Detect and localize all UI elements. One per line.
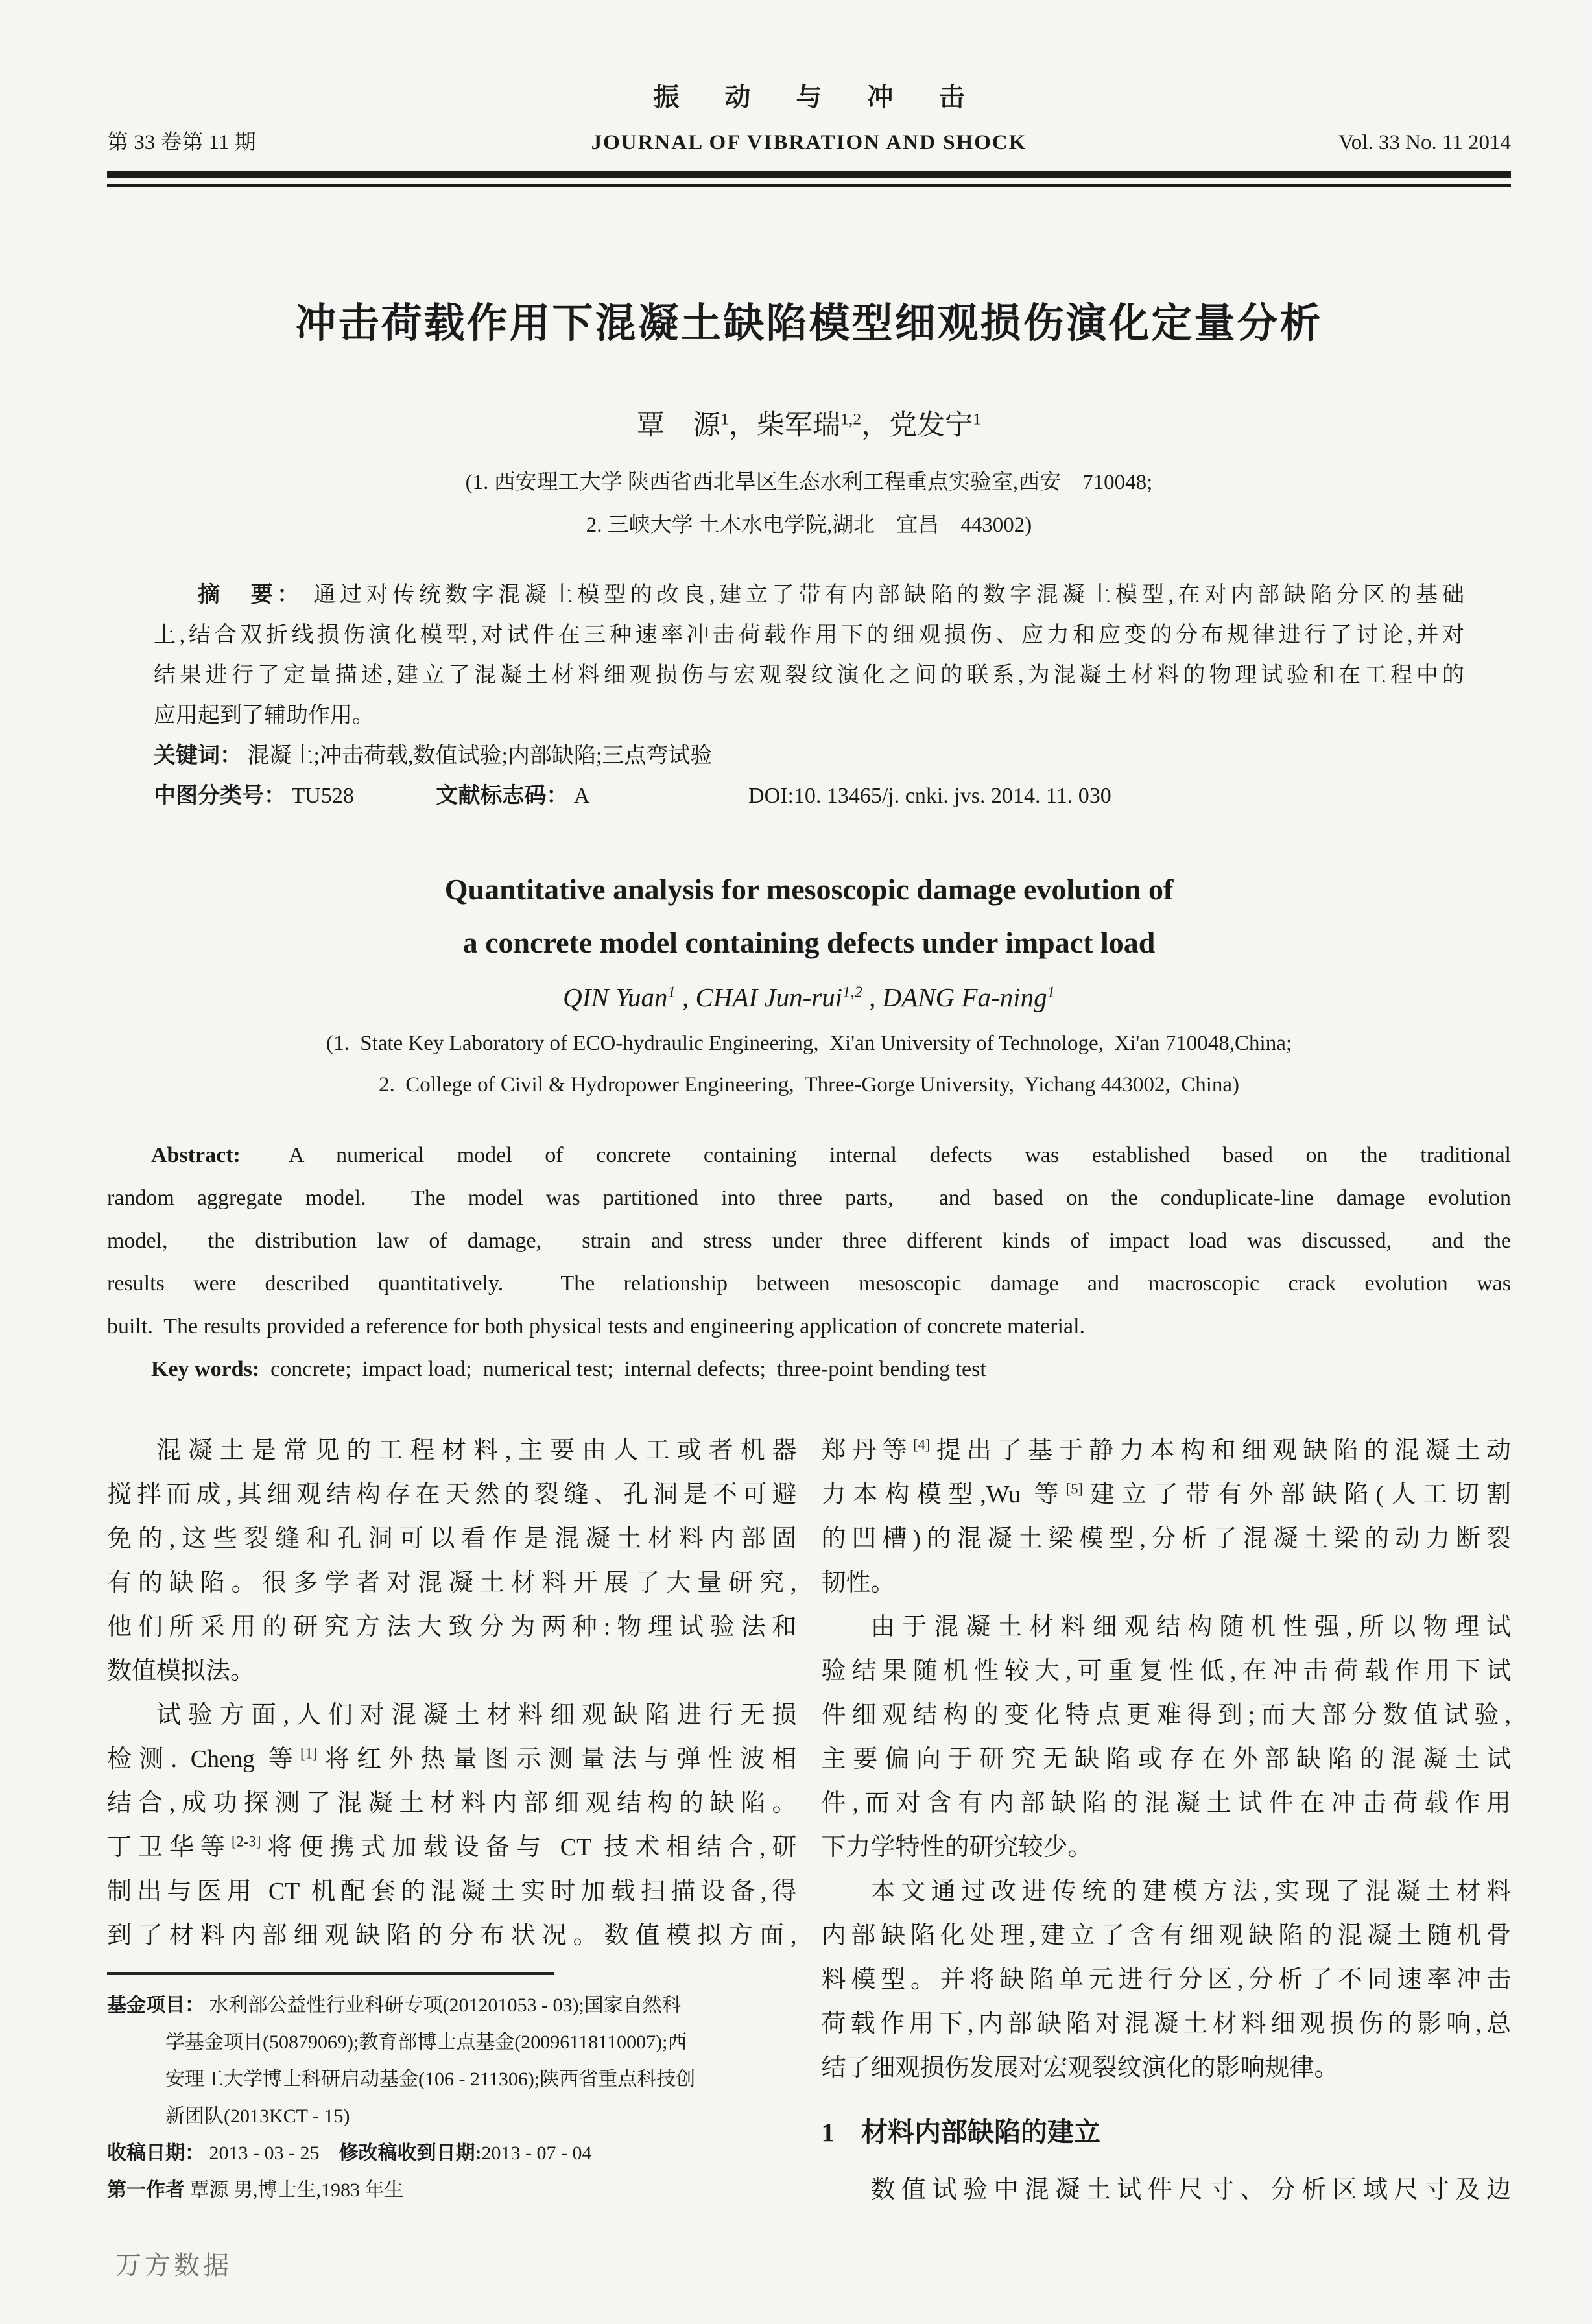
abstract-en-line: model, the distribution law of damage, strain and stress under three different kinds of impact load was discussed, and the xyxy=(107,1229,1511,1253)
authors-en: QIN Yuan$^1$ , CHAI Jun-rui$^{1,2}$ , DANG Fa-ning$^1$ xyxy=(563,982,1055,1012)
abstract-en-line: built. The results provided a reference for both physical tests and engineering application of concrete material. xyxy=(107,1314,1086,1338)
journal-title-cn: 振 动 与 冲 击 xyxy=(653,82,984,112)
body-text-line: 制出与医用 CT 机配套的混凝土实时加载扫描设备,得 xyxy=(107,1878,797,1905)
right-column xyxy=(822,1429,1512,2212)
footnote-line: 第一作者 覃源 男,博士生,1983 年生 xyxy=(107,2179,404,2201)
body-text-line: 数值模拟法。 xyxy=(107,1657,255,1685)
affiliations-en xyxy=(107,1023,1511,1106)
body-text-line: 1 材料内部缺陷的建立 xyxy=(821,2117,1100,2147)
abstract-cn-line: 上,结合双折线损伤演化模型,对试件在三种速率冲击荷载作用下的细观损伤、应力和应变的分布规律进行了讨论,并对 xyxy=(154,623,1464,647)
left-column xyxy=(107,1429,797,2212)
body-text-line: 结合,成功探测了混凝土材料内部细观结构的缺陷。 xyxy=(107,1790,797,1817)
body-text-line: 件细观结构的变化特点更难得到;而大部分数值试验, xyxy=(821,1702,1511,1729)
footnote xyxy=(107,1987,797,2209)
body-text-line: 有的缺陷。很多学者对混凝土材料开展了大量研究, xyxy=(107,1569,797,1596)
paper-title-cn: 冲击荷载作用下混凝土缺陷模型细观损伤演化定量分析 xyxy=(295,301,1323,346)
classification-row xyxy=(154,776,1464,816)
paper-title-en xyxy=(107,863,1511,969)
body-text-line: 免的,这些裂缝和孔洞可以看作是混凝土材料内部固 xyxy=(107,1525,797,1552)
abstract-en xyxy=(107,1134,1511,1391)
abstract-cn-line: 关键词： 混凝土;冲击荷载,数值试验;内部缺陷;三点弯试验 xyxy=(154,744,713,768)
abstract-en-line: results were described quantitatively. The relationship between mesoscopic damage and macroscopic crack evolution was xyxy=(107,1272,1511,1296)
body-text-line: 韧性。 xyxy=(821,1569,896,1596)
volume-label: Vol. 33 No. 11 2014 xyxy=(1338,131,1511,154)
document-code: 文献标志码： A xyxy=(436,784,589,808)
affiliation-en-line: (1. State Key Laboratory of ECO-hydraulic Engineering, Xi'an University of Technologe, Xi'an 710048,China; xyxy=(326,1032,1292,1055)
abstract-cn-line: 结果进行了定量描述,建立了混凝土材料细观损伤与宏观裂纹演化之间的联系,为混凝土材料的物理试验和在工程中的 xyxy=(154,663,1464,687)
paper-title-en-line: a concrete model containing defects under impact load xyxy=(462,926,1156,959)
footnote-rule xyxy=(107,1972,554,1975)
wanfang-watermark: 万方数据 xyxy=(115,2251,232,2280)
header-rule-thick xyxy=(107,171,1511,178)
body-text-line: 搅拌而成,其细观结构存在天然的裂缝、孔洞是不可避 xyxy=(107,1481,797,1508)
paper-title-en-line: Quantitative analysis for mesoscopic damage evolution of xyxy=(444,873,1174,906)
body-text-line: 郑丹等[4]提出了基于静力本构和细观缺陷的混凝土动 xyxy=(821,1436,1511,1464)
right-column-text xyxy=(822,1429,1512,2212)
authors-cn: 覃 源$^1$，柴军瑞$^{1,2}$，党发宁$^1$ xyxy=(636,409,982,441)
doi: DOI:10. 13465/j. cnki. jvs. 2014. 11. 030 xyxy=(748,784,1111,808)
journal-info-row xyxy=(107,125,1511,156)
body-text-line: 数值试验中混凝土试件尺寸、分析区域尺寸及边 xyxy=(870,2176,1511,2203)
footnote-line: 新团队(2013KCT - 15) xyxy=(165,2105,350,2127)
body-text-line: 验结果随机性较大,可重复性低,在冲击荷载作用下试 xyxy=(821,1657,1511,1685)
clc-number: 中图分类号： TU528 xyxy=(154,784,354,808)
affiliation-en-line: 2. College of Civil & Hydropower Engineering, Three-Gorge University, Yichang 443002, China) xyxy=(378,1073,1240,1097)
body-text-line: 件,而对含有内部缺陷的混凝土试件在冲击荷载作用 xyxy=(821,1790,1511,1817)
journal-title-en: JOURNAL OF VIBRATION AND SHOCK xyxy=(591,131,1027,154)
header-rule xyxy=(107,171,1511,187)
body-text-line: 力本构模型,Wu 等[5]建立了带有外部缺陷(人工切割 xyxy=(821,1480,1511,1508)
body-text-line: 内部缺陷化处理,建立了含有细观缺陷的混凝土随机骨 xyxy=(821,1922,1511,1949)
body-text-line: 料模型。并将缺陷单元进行分区,分析了不同速率冲击 xyxy=(821,1966,1511,1993)
body-text-line: 到了材料内部细观缺陷的分布状况。数值模拟方面, xyxy=(107,1922,797,1949)
abstract-en-line: random aggregate model. The model was partitioned into three parts, and based on the conduplicate-line damage evolution xyxy=(107,1186,1511,1210)
body-text-line: 下力学特性的研究较少。 xyxy=(821,1834,1093,1861)
body-text-line: 的凹槽)的混凝土梁模型,分析了混凝土梁的动力断裂 xyxy=(821,1525,1511,1552)
abstract-cn-line: 摘 要： 通过对传统数字混凝土模型的改良,建立了带有内部缺陷的数字混凝土模型,在对内部缺陷分区的基础 xyxy=(198,583,1464,607)
body-text-line: 荷载作用下,内部缺陷对混凝土材料细观损伤的影响,总 xyxy=(821,2010,1511,2037)
body-columns xyxy=(107,1429,1511,2212)
abstract-cn xyxy=(154,575,1464,776)
footnote-line: 收稿日期： 2013 - 03 - 25 修改稿收到日期:2013 - 07 - 04 xyxy=(107,2142,592,2164)
affiliation-line: (1. 西安理工大学 陕西省西北旱区生态水利工程重点实验室,西安 710048; xyxy=(465,471,1153,494)
left-column-text xyxy=(107,1429,797,1958)
body-text-line: 试验方面,人们对混凝土材料细观缺陷进行无损 xyxy=(156,1702,797,1729)
footnote-line: 学基金项目(50879069);教育部博士点基金(20096118110007);西 xyxy=(165,2032,687,2053)
body-text-line: 他们所采用的研究方法大致分为两种:物理试验法和 xyxy=(107,1613,797,1641)
issue-label: 第 33 卷第 11 期 xyxy=(107,131,256,154)
footnote-line: 安理工大学博士科研启动基金(106 - 211306);陕西省重点科技创 xyxy=(165,2069,696,2090)
affiliations-cn xyxy=(107,461,1511,547)
affiliation-line: 2. 三峡大学 土木水电学院,湖北 宜昌 443002) xyxy=(586,514,1032,537)
footnote-line: 基金项目： 水利部公益性行业科研专项(201201053 - 03);国家自然科 xyxy=(107,1995,682,2016)
body-text-line: 由于混凝土材料细观结构随机性强,所以物理试 xyxy=(870,1613,1511,1641)
body-text-line: 检测. Cheng 等[1]将红外热量图示测量法与弹性波相 xyxy=(107,1745,797,1773)
body-text-line: 丁卫华等[2-3]将便携式加载设备与 CT 技术相结合,研 xyxy=(107,1833,797,1861)
abstract-en-line: Key words: concrete; impact load; numerical test; internal defects; three-point bending test xyxy=(151,1357,986,1381)
body-text-line: 结了细观损伤发展对宏观裂纹演化的影响规律。 xyxy=(821,2054,1339,2081)
header-rule-thin xyxy=(107,184,1511,187)
body-text-line: 主要偏向于研究无缺陷或存在外部缺陷的混凝土试 xyxy=(821,1746,1511,1773)
body-text-line: 本文通过改进传统的建模方法,实现了混凝土材料 xyxy=(870,1878,1511,1905)
body-text-line: 混凝土是常见的工程材料,主要由人工或者机器 xyxy=(156,1437,797,1464)
abstract-en-line: Abstract: A numerical model of concrete containing internal defects was established based on the traditional xyxy=(151,1143,1512,1167)
abstract-cn-line: 应用起到了辅助作用。 xyxy=(154,704,374,728)
journal-header xyxy=(107,77,1511,187)
